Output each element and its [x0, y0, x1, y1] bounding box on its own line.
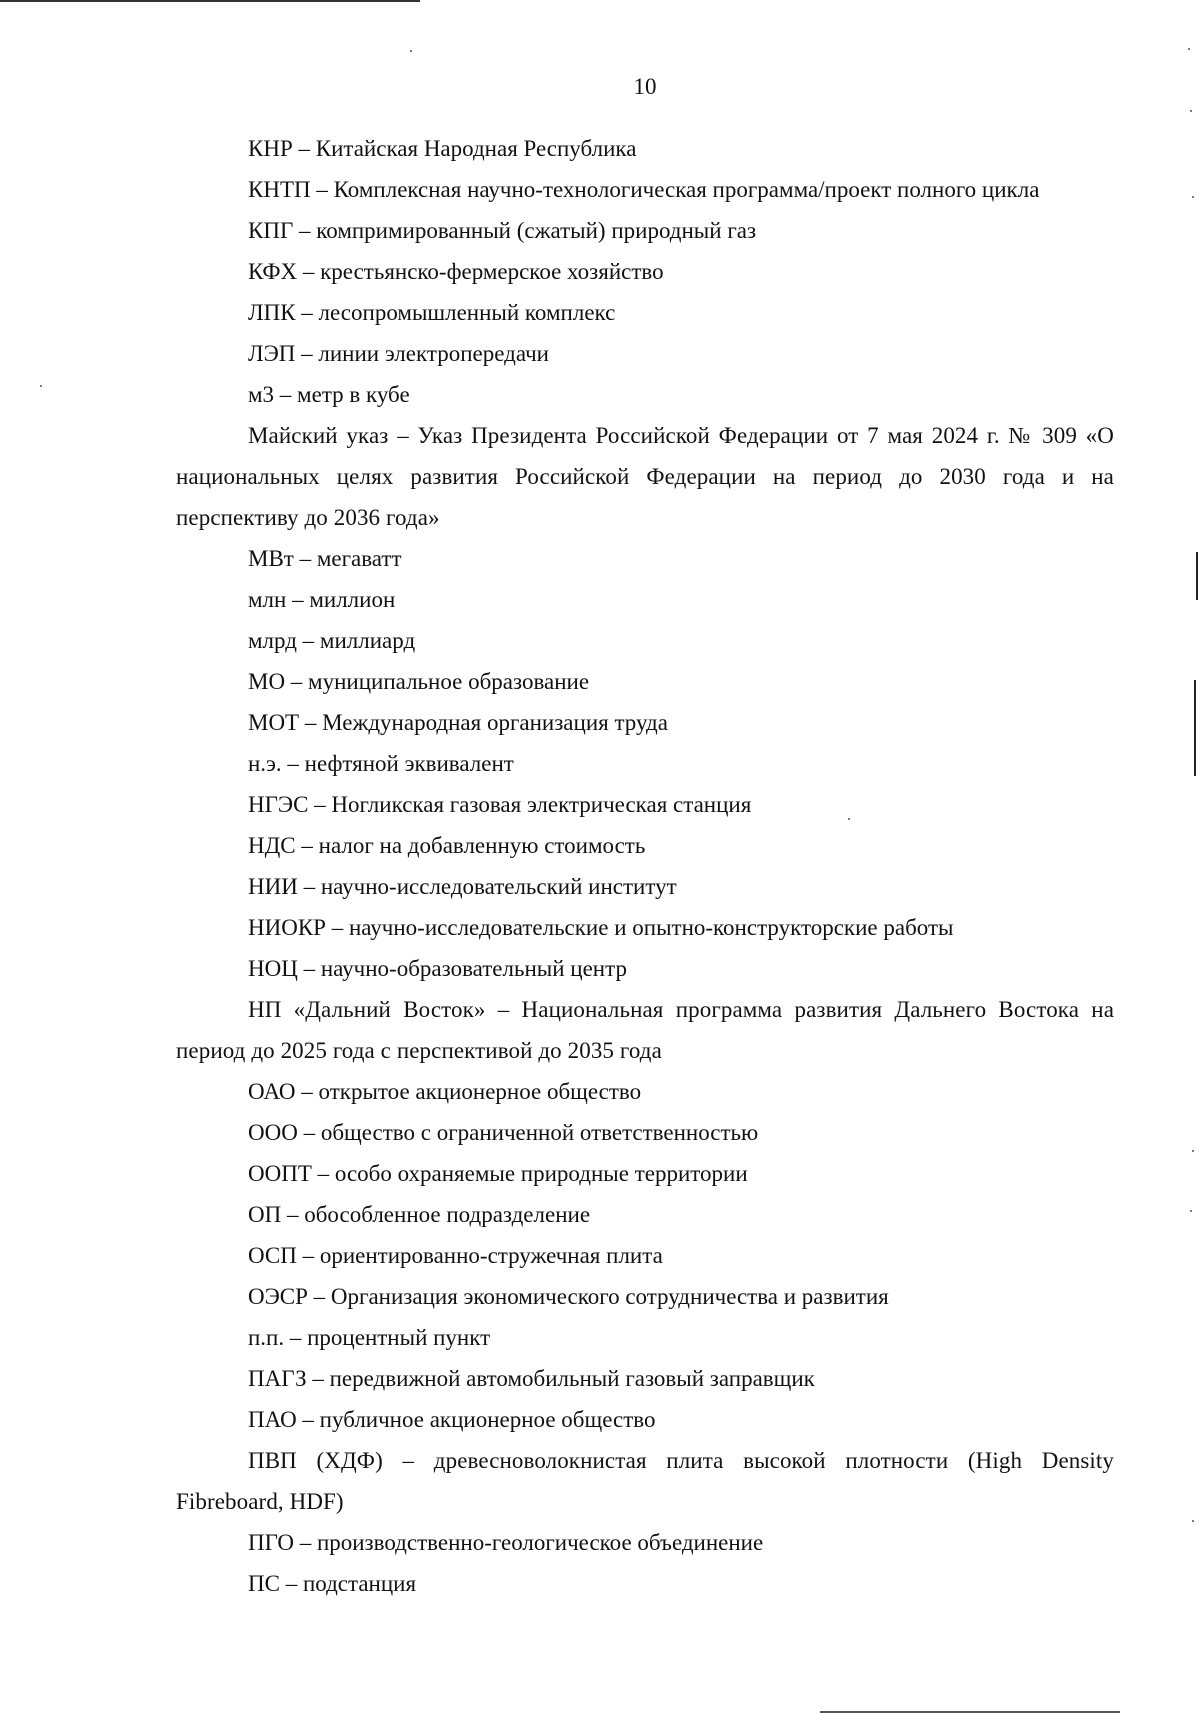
abbreviations-list	[176, 128, 1114, 1604]
abbreviation-entry: н.э. – нефтяной эквивалент	[248, 751, 514, 776]
scan-speck	[1188, 48, 1190, 50]
abbreviation-entry: НИИ – научно-исследовательский институт	[248, 874, 677, 899]
abbreviation-entry: Майский указ – Указ Президента Российской Федерации от 7 мая 2024 г. № 309 «О национальных целях развития Российской Федерации на период до 2030 года и на перспективу до 2036 года»	[176, 423, 1114, 530]
abbreviation-entry: ПАГЗ – передвижной автомобильный газовый заправщик	[248, 1366, 815, 1391]
abbreviation-entry: МО – муниципальное образование	[248, 669, 590, 694]
abbreviation-entry: млрд – миллиард	[248, 628, 416, 653]
abbreviation-entry: ПГО – производственно-геологическое объединение	[248, 1530, 764, 1555]
scan-speck	[1190, 110, 1192, 112]
abbreviation-entry: ПВП (ХДФ) – древесноволокнистая плита высокой плотности (High Density Fibreboard, HDF)	[176, 1448, 1114, 1514]
abbreviation-entry: КНТП – Комплексная научно-технологическая программа/проект полного цикла	[248, 177, 1040, 202]
scan-edge-mark	[1196, 552, 1198, 600]
scan-speck	[40, 385, 42, 387]
abbreviation-entry: КФХ – крестьянско-фермерское хозяйство	[248, 259, 664, 284]
abbreviation-entry: НП «Дальний Восток» – Национальная программа развития Дальнего Востока на период до 2025 года с перспективой до 2035 года	[176, 997, 1114, 1063]
scan-speck	[1192, 196, 1194, 198]
abbreviation-entry: КПГ – компримированный (сжатый) природный газ	[248, 218, 757, 243]
scan-speck	[1190, 1210, 1192, 1212]
abbreviation-entry: ОП – обособленное подразделение	[248, 1202, 591, 1227]
abbreviation-entry: НДС – налог на добавленную стоимость	[248, 833, 646, 858]
scan-speck	[1192, 1520, 1194, 1522]
abbreviation-entry: ООО – общество с ограниченной ответственностью	[248, 1120, 759, 1145]
abbreviation-entry: МОТ – Международная организация труда	[248, 710, 668, 735]
scan-speck	[410, 50, 412, 52]
abbreviation-entry: МВт – мегаватт	[248, 546, 402, 571]
scan-edge-mark	[1194, 680, 1196, 776]
abbreviation-entry: НГЭС – Ногликская газовая электрическая станция	[248, 792, 752, 817]
abbreviation-entry: п.п. – процентный пункт	[248, 1325, 491, 1350]
abbreviation-entry: ПАО – публичное акционерное общество	[248, 1407, 656, 1432]
abbreviation-entry: млн – миллион	[248, 587, 396, 612]
abbreviation-entry: ПС – подстанция	[248, 1571, 417, 1596]
page-number: 10	[633, 74, 657, 99]
abbreviation-entry: ОАО – открытое акционерное общество	[248, 1079, 642, 1104]
abbreviation-entry: НОЦ – научно-образовательный центр	[248, 956, 627, 981]
abbreviation-entry: ЛПК – лесопромышленный комплекс	[248, 300, 616, 325]
scan-top-rule	[0, 0, 420, 2]
abbreviation-entry: ОЭСР – Организация экономического сотрудничества и развития	[248, 1284, 889, 1309]
abbreviation-entry: м3 – метр в кубе	[248, 382, 410, 407]
scan-speck	[1192, 1150, 1194, 1152]
abbreviation-entry: ОСП – ориентированно-стружечная плита	[248, 1243, 663, 1268]
abbreviation-entry: КНР – Китайская Народная Республика	[248, 136, 637, 161]
abbreviation-entry: ООПТ – особо охраняемые природные территории	[248, 1161, 748, 1186]
abbreviation-entry: НИОКР – научно-исследовательские и опытно-конструкторские работы	[248, 915, 954, 940]
abbreviation-entry: ЛЭП – линии электропередачи	[248, 341, 549, 366]
